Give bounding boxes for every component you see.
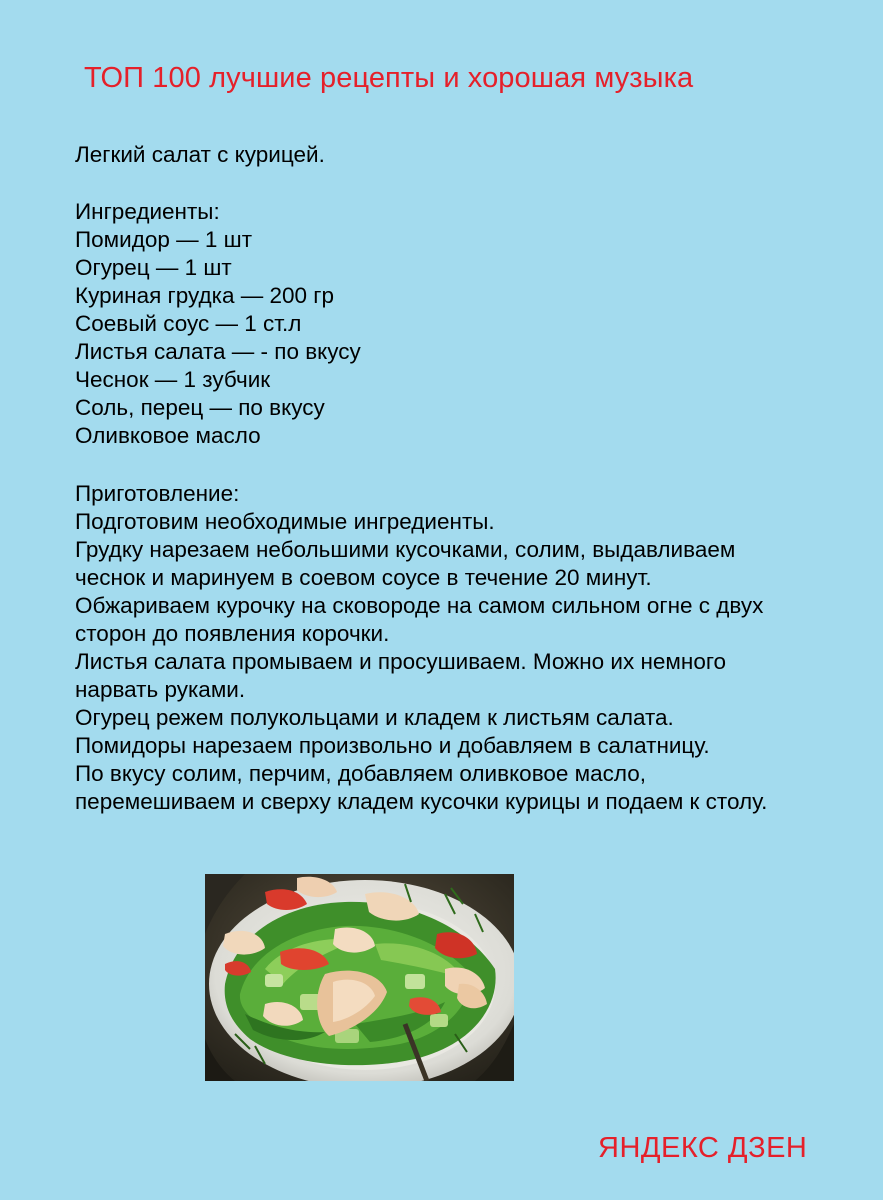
preparation-line: нарвать руками.	[75, 677, 246, 702]
preparation-line: Подготовим необходимые ингредиенты.	[75, 509, 495, 534]
salad-photo-illustration	[205, 874, 514, 1081]
preparation-line: Помидоры нарезаем произвольно и добавляем в салатницу.	[75, 733, 710, 758]
ingredient-item: Огурец — 1 шт	[75, 255, 232, 280]
preparation-line: Листья салата промываем и просушиваем. Можно их немного	[75, 649, 727, 674]
preparation-line: перемешиваем и сверху кладем кусочки курицы и подаем к столу.	[75, 789, 768, 814]
preparation-line: Обжариваем курочку на сковороде на самом сильном огне с двух	[75, 593, 764, 618]
preparation-line: Огурец режем полукольцами и кладем к листьям салата.	[75, 705, 674, 730]
preparation-heading: Приготовление:	[75, 481, 240, 506]
ingredient-item: Соль, перец — по вкусу	[75, 395, 325, 420]
recipe-title: Легкий салат с курицей.	[75, 142, 325, 167]
preparation-line: Грудку нарезаем небольшими кусочками, солим, выдавливаем	[75, 537, 736, 562]
ingredient-item: Оливковое масло	[75, 423, 261, 448]
ingredient-item: Куриная грудка — 200 гр	[75, 283, 335, 308]
ingredient-item: Чеснок — 1 зубчик	[75, 367, 271, 392]
ingredient-item: Листья салата — - по вкусу	[75, 339, 361, 364]
ingredient-item: Помидор — 1 шт	[75, 227, 253, 252]
ingredients-section	[75, 198, 361, 450]
preparation-line: По вкусу солим, перчим, добавляем оливковое масло,	[75, 761, 647, 786]
ingredients-heading: Ингредиенты:	[75, 199, 220, 224]
ingredient-item: Соевый соус — 1 ст.л	[75, 311, 302, 336]
salad-photo	[205, 874, 514, 1081]
preparation-section	[75, 480, 767, 816]
preparation-line: чеснок и маринуем в соевом соусе в течение 20 минут.	[75, 565, 652, 590]
footer-brand: ЯНДЕКС ДЗЕН	[598, 1132, 808, 1164]
page-header-title: ТОП 100 лучшие рецепты и хорошая музыка	[84, 62, 694, 94]
preparation-line: сторон до появления корочки.	[75, 621, 390, 646]
